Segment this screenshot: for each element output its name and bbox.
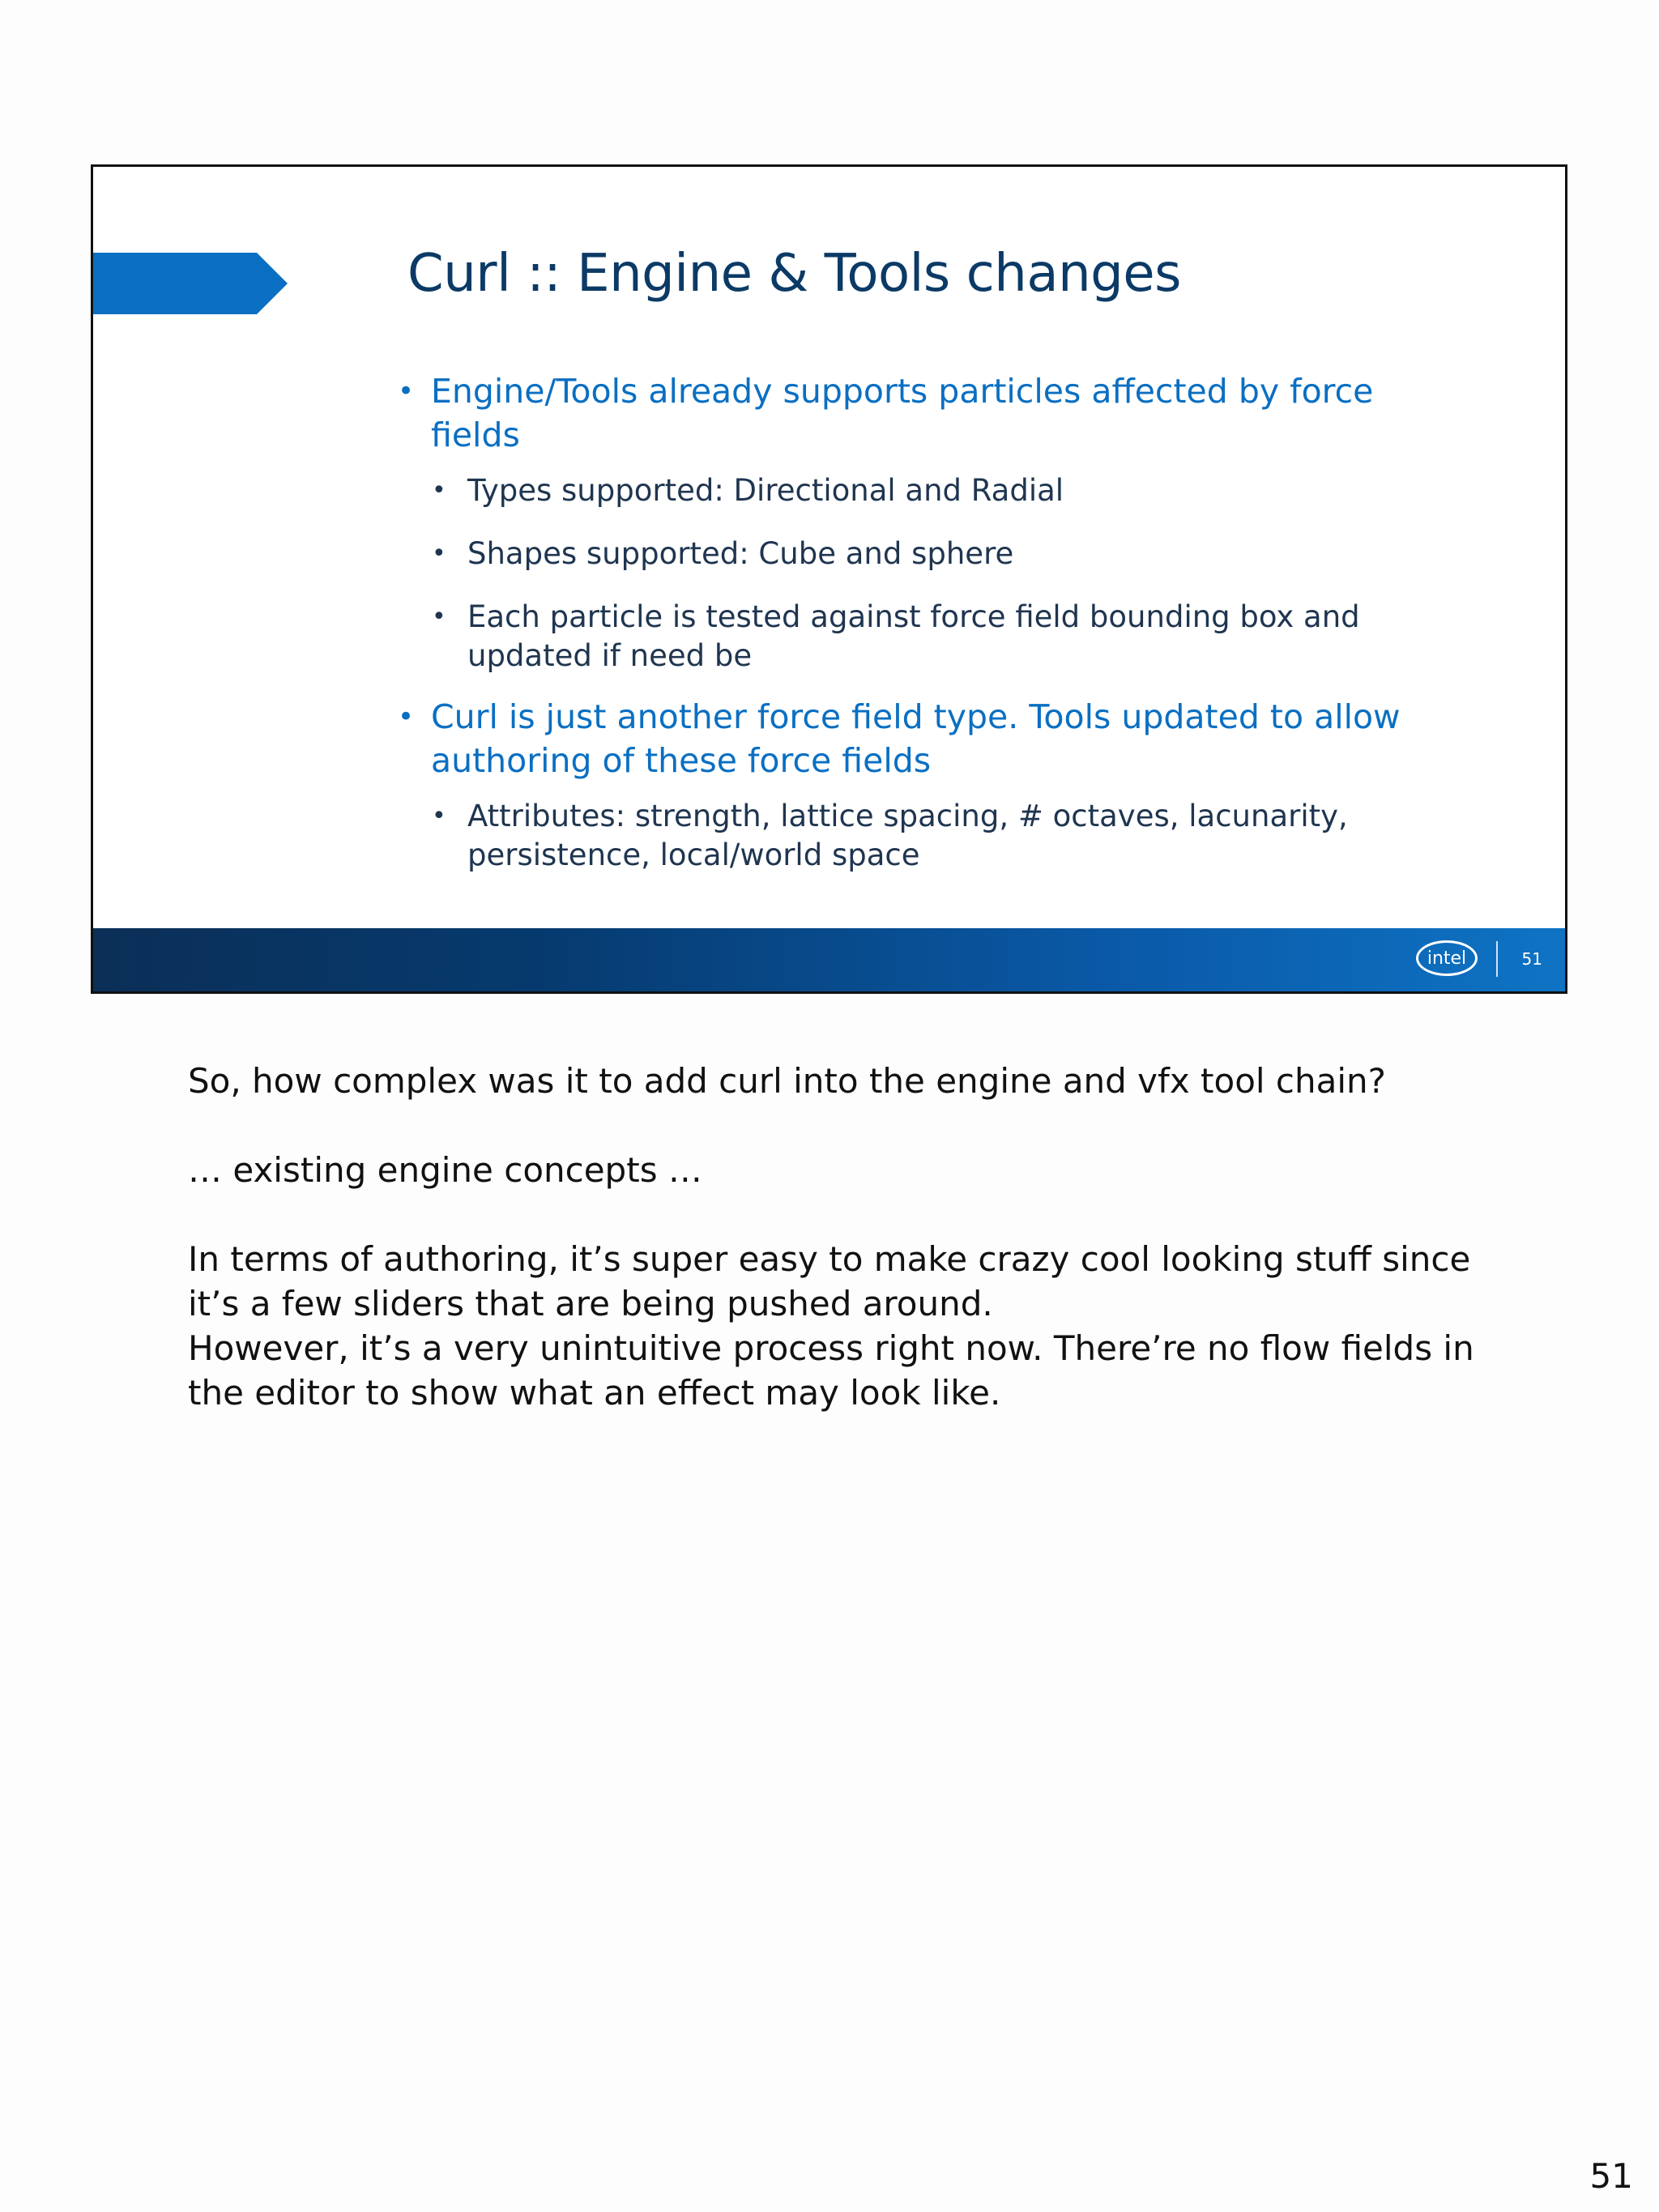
bullet-level2 [385, 471, 1519, 510]
bullet-text-line: Each particle is tested against force field bounding box and [467, 599, 1360, 634]
intel-logo-icon [1416, 940, 1478, 976]
sub-bullet-list [385, 471, 1519, 676]
logo-text: intel [1427, 948, 1467, 969]
bullet-dot-icon: • [432, 603, 446, 631]
bullet-text-line: persistence, local/world space [467, 837, 920, 872]
bullet-dot-icon: • [432, 539, 446, 568]
footer-divider [1496, 941, 1498, 977]
bullet-text-line: updated if need be [467, 638, 753, 673]
notes-line: the editor to show what an effect may look like. [188, 1373, 1001, 1413]
slide-thumbnail [91, 164, 1567, 994]
bullet-level1 [385, 695, 1519, 782]
slide-footer-bar [93, 928, 1565, 991]
bullet-text: Types supported: Directional and Radial [467, 473, 1064, 508]
bullet-level1 [385, 369, 1519, 457]
bullet-level2 [385, 598, 1519, 676]
speaker-notes [188, 1059, 1549, 1415]
bullet-list [385, 369, 1519, 894]
page-number: 51 [1589, 2156, 1633, 2196]
bullet-dot-icon: • [432, 476, 446, 505]
bullet-level2 [385, 535, 1519, 573]
notes-line: it’s a few sliders that are being pushed around. [188, 1284, 993, 1323]
sub-bullet-group [385, 471, 1519, 676]
sub-bullet-group [385, 797, 1519, 875]
slide-number: 51 [1521, 949, 1542, 969]
bullet-dot-icon: • [398, 701, 415, 733]
bullet-text-line: Attributes: strength, lattice spacing, # octaves, lacunarity, [467, 799, 1348, 833]
bullet-text: Shapes supported: Cube and sphere [467, 536, 1014, 571]
bullet-level2 [385, 797, 1519, 875]
notes-line: In terms of authoring, it’s super easy to make crazy cool looking stuff since [188, 1239, 1471, 1279]
sub-bullet-list [385, 797, 1519, 875]
bullet-text-line: Engine/Tools already supports particles affected by force [431, 372, 1374, 411]
bullet-text-line: fields [431, 416, 520, 454]
bullet-text-line: authoring of these force fields [431, 741, 932, 780]
notes-line: However, it’s a very unintuitive process right now. There’re no flow fields in [188, 1328, 1474, 1368]
bullet-dot-icon: • [398, 375, 415, 407]
notes-line: So, how complex was it to add curl into the engine and vfx tool chain? [188, 1061, 1386, 1101]
notes-line: … existing engine concepts … [188, 1150, 702, 1190]
bullet-text-line: Curl is just another force field type. Tools updated to allow [431, 697, 1401, 736]
arrow-accent-shape [93, 253, 288, 314]
bullet-dot-icon: • [432, 802, 446, 830]
slide-title: Curl :: Engine & Tools changes [407, 244, 1181, 304]
